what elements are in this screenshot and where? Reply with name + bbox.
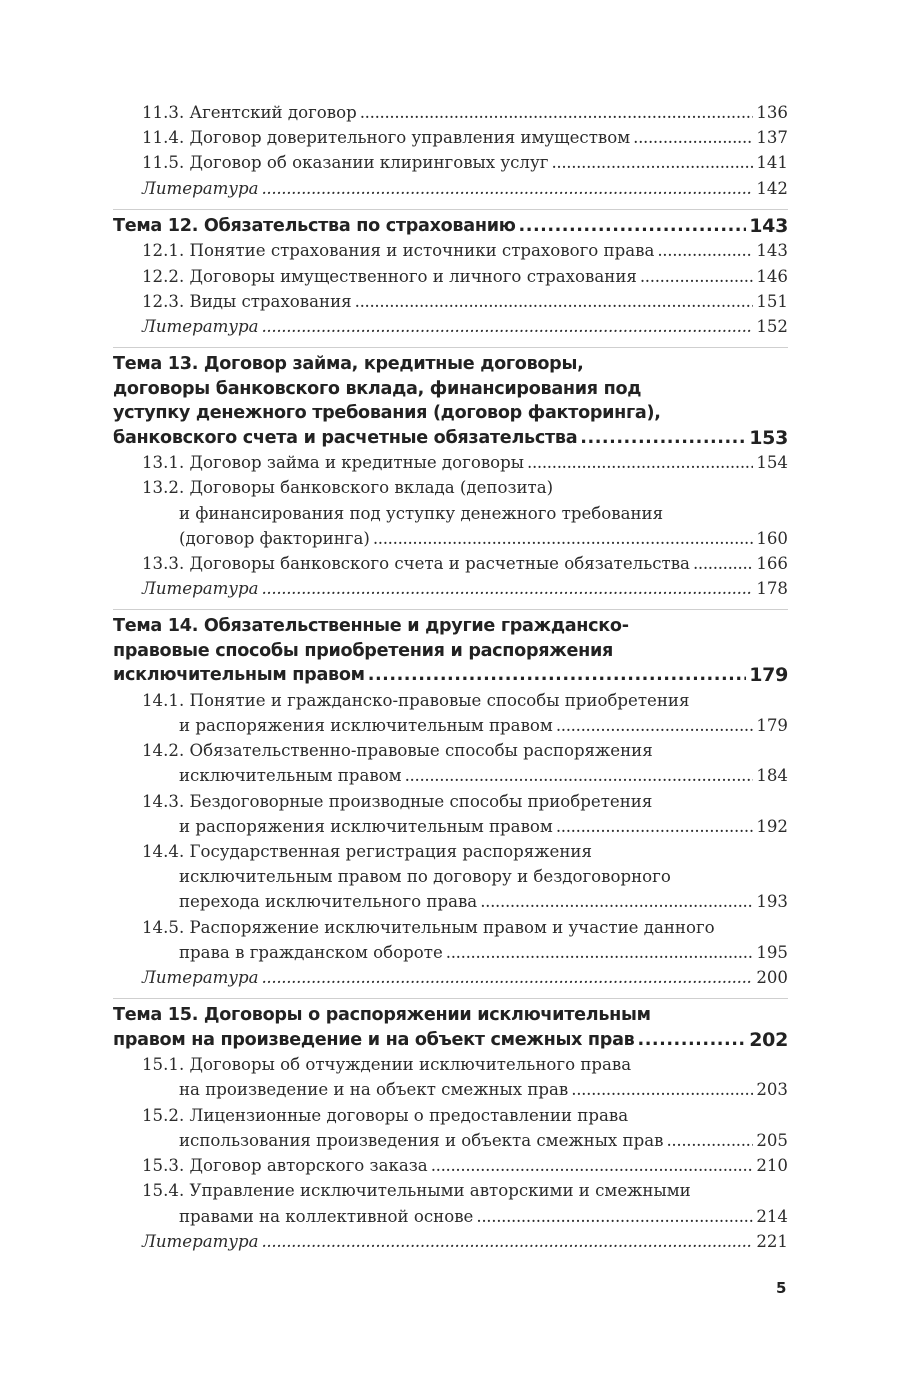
- toc-entry-14-4[interactable]: [113, 839, 788, 915]
- toc-entry-15-2[interactable]: [113, 1103, 788, 1153]
- separator-line: [113, 609, 788, 610]
- toc-entry-text: и распоряжения исключительным правом: [179, 816, 553, 836]
- dot-leader: [480, 889, 753, 914]
- topic-title-line: правовые способы приобретения и распоряжения: [113, 640, 613, 661]
- toc-page-number: 192: [756, 816, 788, 836]
- dot-leader: [527, 450, 753, 475]
- toc-entry-text: на произведение и на объект смежных прав: [179, 1080, 569, 1100]
- dot-leader: [261, 314, 753, 339]
- toc-page-number: 136: [756, 103, 788, 122]
- dot-leader: [261, 176, 753, 201]
- toc-entry-text: 14.3. Бездоговорные производные способы приобретения: [142, 791, 653, 811]
- toc-page-number: 160: [756, 528, 788, 548]
- toc-entry-14-5[interactable]: [113, 915, 788, 965]
- toc-topic-12[interactable]: [113, 214, 788, 239]
- separator-line: [113, 209, 788, 210]
- dot-leader: [355, 289, 754, 314]
- dot-leader: [580, 426, 746, 451]
- toc-entry-text: 15.2. Лицензионные договоры о предоставлении права: [142, 1105, 629, 1125]
- toc-entry-text: использования произведения и объекта смежных прав: [179, 1130, 664, 1150]
- dot-leader: [571, 1077, 753, 1102]
- toc-topic-13[interactable]: [113, 352, 788, 450]
- dot-leader: [657, 238, 753, 263]
- dot-leader: [556, 713, 753, 738]
- toc-entry-14-1[interactable]: [113, 688, 788, 738]
- literature-label: Литература: [142, 316, 259, 336]
- toc-page-number: 152: [756, 316, 788, 336]
- toc-entry-text: 11.4. Договор доверительного управления имуществом: [142, 128, 631, 148]
- page-number: 5: [776, 1279, 787, 1297]
- toc-entry-text: 12.2. Договоры имущественного и личного страхования: [142, 266, 637, 286]
- toc-entry-text: 14.2. Обязательственно-правовые способы распоряжения: [142, 741, 653, 761]
- toc-page-number: 166: [756, 553, 788, 573]
- toc-entry-text: 14.4. Государственная регистрация распоряжения: [142, 842, 592, 862]
- toc-page-number: 141: [756, 153, 788, 173]
- dot-leader: [368, 663, 747, 688]
- toc-entry-11-3[interactable]: [113, 100, 788, 125]
- toc-page-number: 214: [756, 1206, 788, 1226]
- toc-page-number: 203: [756, 1080, 788, 1100]
- dot-leader: [261, 576, 753, 601]
- dot-leader: [373, 526, 753, 551]
- toc-entry-text: 14.5. Распоряжение исключительным правом и участие данного: [142, 917, 715, 937]
- toc-entry-14-3[interactable]: [113, 789, 788, 839]
- topic-title-line: правом на произведение и на объект смежных прав: [113, 1029, 635, 1050]
- toc-literature-15[interactable]: [113, 1229, 788, 1254]
- dot-leader: [640, 264, 753, 289]
- dot-leader: [261, 965, 753, 990]
- toc-page-number: 221: [756, 1231, 788, 1251]
- dot-leader: [446, 940, 754, 965]
- toc-topic-15[interactable]: [113, 1003, 788, 1052]
- topic-title-line: уступку денежного требования (договор факторинга),: [113, 403, 661, 424]
- dot-leader: [633, 125, 753, 150]
- toc-entry-text: 15.4. Управление исключительными авторскими и смежными: [142, 1181, 691, 1201]
- toc-page-number: 146: [756, 266, 788, 286]
- toc-literature-14[interactable]: [113, 965, 788, 990]
- toc-page-number: 151: [756, 291, 788, 311]
- toc-entry-text: права в гражданском обороте: [179, 942, 443, 962]
- toc-page-number: 205: [756, 1130, 788, 1150]
- toc-topic-14[interactable]: [113, 614, 788, 688]
- separator-line: [113, 998, 788, 999]
- toc-entry-11-5[interactable]: [113, 150, 788, 175]
- toc-entry-12-1[interactable]: [113, 238, 788, 263]
- toc-entry-12-3[interactable]: [113, 289, 788, 314]
- dot-leader: [431, 1153, 754, 1178]
- toc-entry-text: 15.1. Договоры об отчуждении исключительного права: [142, 1055, 632, 1075]
- toc-page-number: 179: [756, 716, 788, 736]
- toc-entry-text: 13.2. Договоры банковского вклада (депозита): [142, 478, 554, 498]
- toc-page-number: 154: [756, 453, 788, 473]
- toc-page-number: 195: [756, 942, 788, 962]
- toc-entry-text: 13.3. Договоры банковского счета и расчетные обязательства: [142, 553, 690, 573]
- toc-page-number: 137: [756, 128, 788, 148]
- toc-entry-text: 11.5. Договор об оказании клиринговых услуг: [142, 153, 549, 173]
- toc-entry-text: (договор факторинга): [179, 528, 370, 548]
- toc-entry-12-2[interactable]: [113, 264, 788, 289]
- toc-entry-14-2[interactable]: [113, 738, 788, 788]
- toc-entry-text: 11.3. Агентский договор: [142, 103, 357, 122]
- literature-label: Литература: [142, 968, 259, 988]
- toc-entry-text: перехода исключительного права: [179, 892, 478, 912]
- toc-entry-11-4[interactable]: [113, 125, 788, 150]
- toc-page-number: 184: [756, 766, 788, 786]
- toc-entry-15-4[interactable]: [113, 1178, 788, 1228]
- topic-title-line: договоры банковского вклада, финансирования под: [113, 378, 642, 399]
- literature-label: Литература: [142, 579, 259, 599]
- toc-entry-15-3[interactable]: [113, 1153, 788, 1178]
- toc-page-number: 142: [756, 178, 788, 198]
- toc-page-number: 143: [756, 241, 788, 261]
- toc-page-number: 202: [749, 1028, 788, 1051]
- dot-leader: [666, 1128, 753, 1153]
- topic-title-line: Тема 13. Договор займа, кредитные договоры,: [113, 354, 584, 375]
- dot-leader: [405, 763, 754, 788]
- separator-line: [113, 347, 788, 348]
- toc-entry-text: исключительным правом: [179, 766, 402, 786]
- dot-leader: [551, 150, 753, 175]
- toc-entry-text: 13.1. Договор займа и кредитные договоры: [142, 453, 524, 473]
- toc-literature-11[interactable]: [113, 176, 788, 201]
- topic-title-line: исключительным правом: [113, 665, 365, 686]
- toc-entry-text: 14.1. Понятие и гражданско-правовые способы приобретения: [142, 690, 690, 710]
- toc-literature-12[interactable]: [113, 314, 788, 339]
- toc-literature-13[interactable]: [113, 576, 788, 601]
- toc-page-number: 179: [749, 664, 788, 687]
- dot-leader: [519, 214, 747, 239]
- toc-entry-13-3[interactable]: [113, 551, 788, 576]
- table-of-contents: [113, 100, 788, 1254]
- toc-entry-13-1[interactable]: [113, 450, 788, 475]
- toc-entry-13-2[interactable]: [113, 475, 788, 551]
- toc-page-number: 210: [756, 1156, 788, 1176]
- toc-page-number: 153: [749, 426, 788, 449]
- topic-title: Тема 12. Обязательства по страхованию: [113, 215, 516, 236]
- literature-label: Литература: [142, 178, 259, 198]
- topic-title-line: Тема 14. Обязательственные и другие гражданско-: [113, 616, 629, 637]
- dot-leader: [261, 1229, 753, 1254]
- dot-leader: [693, 551, 753, 576]
- toc-page-number: 178: [756, 579, 788, 599]
- toc-entry-text: 12.1. Понятие страхования и источники страхового права: [142, 241, 655, 261]
- toc-entry-text: и финансирования под уступку денежного требования: [179, 503, 664, 523]
- dot-leader: [556, 814, 753, 839]
- toc-entry-text: 15.3. Договор авторского заказа: [142, 1156, 428, 1176]
- dot-leader: [476, 1204, 753, 1229]
- toc-entry-text: исключительным правом по договору и бездоговорного: [179, 867, 671, 887]
- toc-page-number: 200: [756, 968, 788, 988]
- dot-leader: [637, 1028, 746, 1053]
- dot-leader: [360, 100, 754, 125]
- topic-title-line: Тема 15. Договоры о распоряжении исключительным: [113, 1005, 651, 1026]
- toc-entry-text: 12.3. Виды страхования: [142, 291, 352, 311]
- literature-label: Литература: [142, 1231, 259, 1251]
- toc-entry-text: правами на коллективной основе: [179, 1206, 474, 1226]
- toc-page-number: 143: [749, 214, 788, 237]
- toc-entry-15-1[interactable]: [113, 1052, 788, 1102]
- toc-entry-text: и распоряжения исключительным правом: [179, 716, 553, 736]
- topic-title-line: банковского счета и расчетные обязательства: [113, 427, 578, 448]
- toc-page-number: 193: [756, 892, 788, 912]
